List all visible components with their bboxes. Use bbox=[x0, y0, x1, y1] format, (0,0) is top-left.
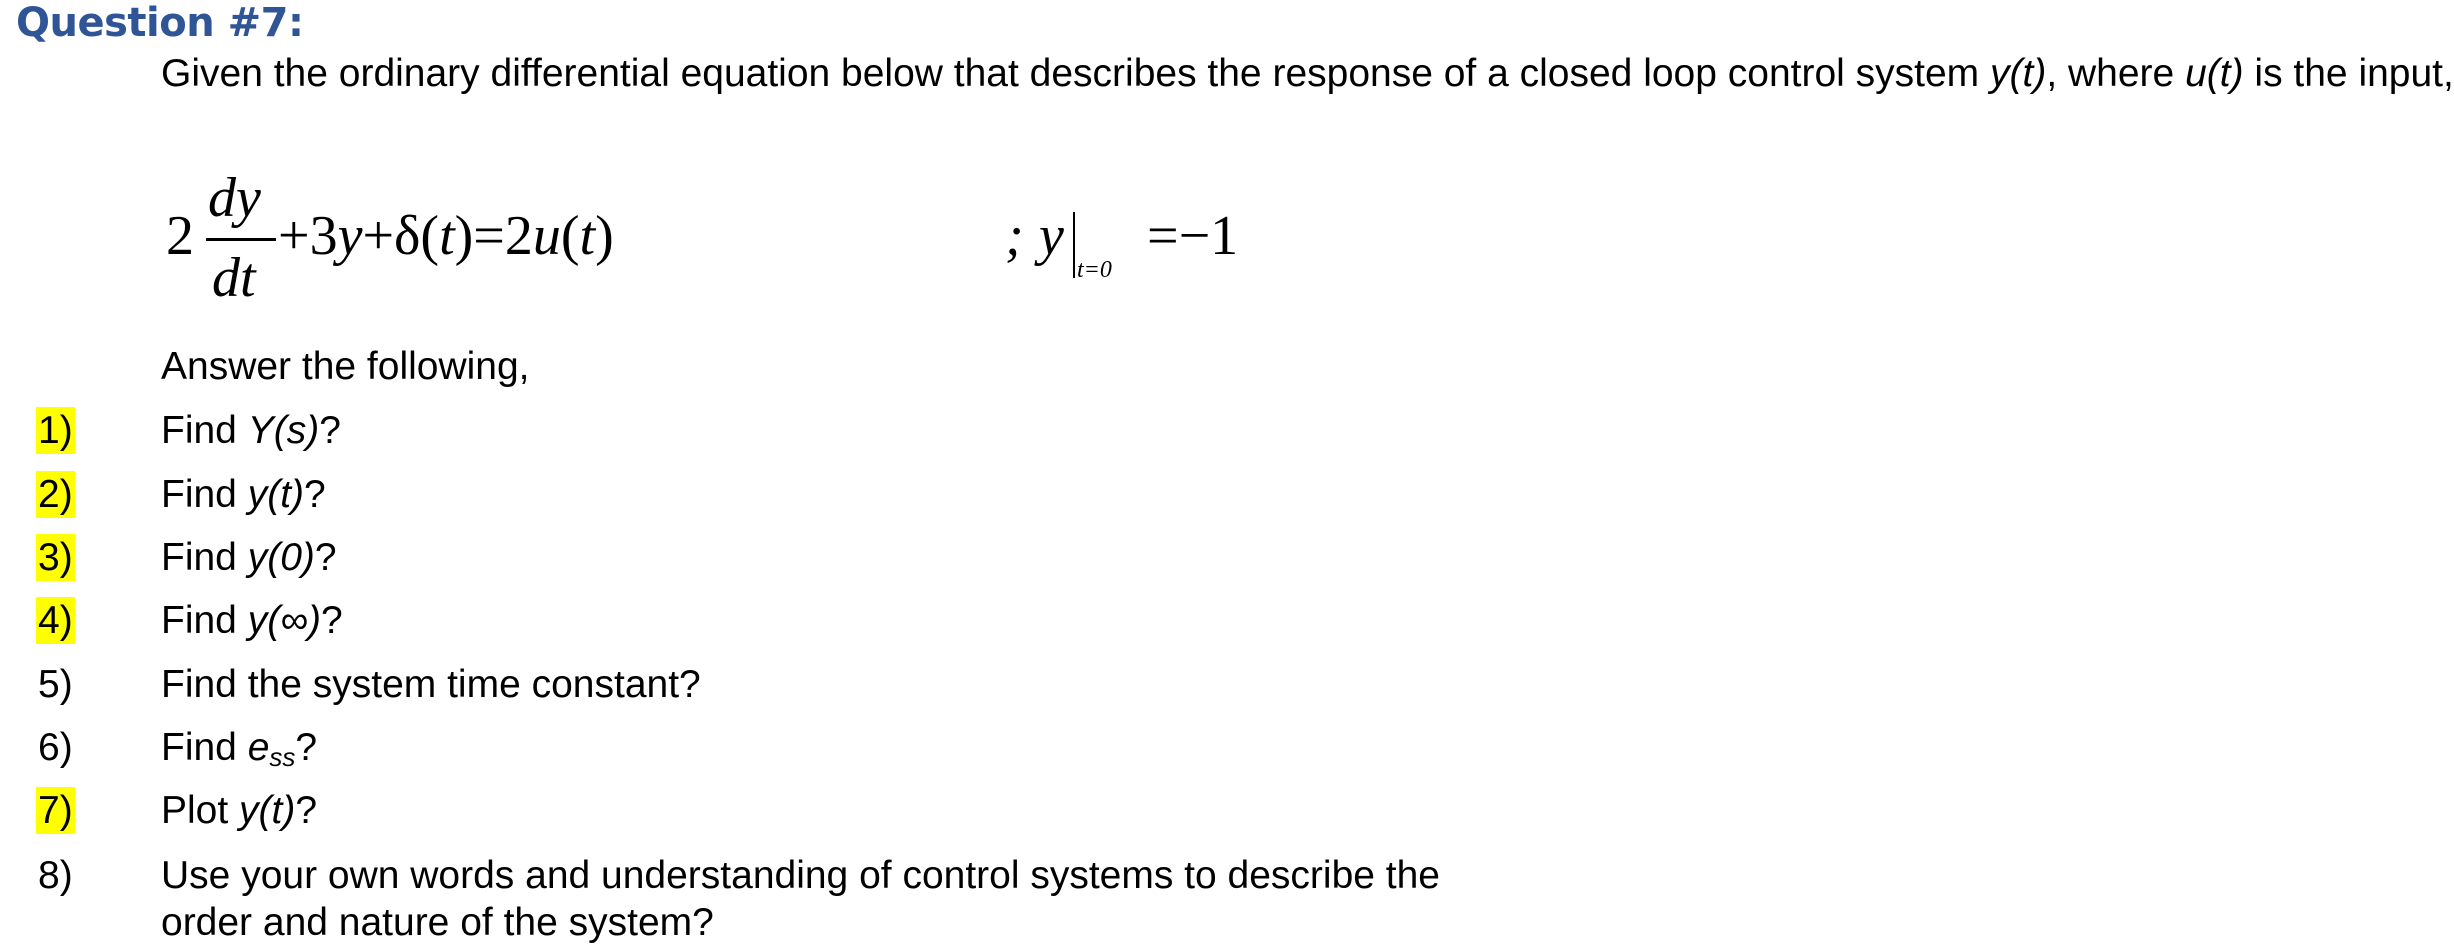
item-pre: Find bbox=[161, 536, 248, 579]
item-ital: y(t) bbox=[247, 473, 305, 516]
item-text bbox=[161, 597, 343, 644]
equation-coefficient: 2 bbox=[166, 205, 194, 267]
eq-paren-close: ) bbox=[595, 205, 614, 267]
list-item bbox=[0, 661, 1556, 721]
intro-u-t: u(t) bbox=[2185, 52, 2244, 95]
initial-condition bbox=[1005, 200, 1265, 300]
eq-paren-open: ( bbox=[560, 205, 580, 267]
item-text: Find the system time constant? bbox=[161, 663, 701, 706]
item-post: ? bbox=[314, 536, 337, 579]
item-number: 4) bbox=[38, 599, 73, 642]
item-number: 7) bbox=[38, 789, 73, 832]
init-y: y bbox=[1039, 205, 1064, 267]
eq-u: u bbox=[532, 205, 561, 267]
intro-text-2: , where bbox=[2046, 52, 2186, 95]
init-value: =−1 bbox=[1147, 205, 1239, 267]
init-semicolon: ; bbox=[1005, 205, 1024, 267]
equation-remainder bbox=[278, 206, 614, 266]
eq-equals-2: )=2 bbox=[454, 205, 533, 267]
evaluation-bar bbox=[1073, 212, 1075, 278]
item-subscript: ss bbox=[269, 742, 296, 772]
item-ital: Y(s) bbox=[247, 409, 320, 452]
fraction-bar bbox=[206, 238, 276, 241]
item-pre: Find bbox=[161, 473, 248, 516]
list-item bbox=[0, 724, 1556, 784]
item-pre: Plot bbox=[161, 789, 240, 832]
eq-y: y bbox=[337, 205, 363, 267]
eq-delta-open: +δ( bbox=[362, 205, 440, 267]
item-pre: Find bbox=[161, 726, 248, 769]
item-pre: Find bbox=[161, 599, 248, 642]
item-post: ? bbox=[304, 473, 326, 516]
item-number: 6) bbox=[38, 726, 73, 769]
item-text: Use your own words and understanding of control systems to describe the order and nature of the system? bbox=[161, 854, 1441, 944]
item-ital: y(0) bbox=[247, 536, 315, 579]
item-text bbox=[161, 787, 317, 834]
item-text bbox=[161, 724, 317, 781]
list-item bbox=[0, 597, 1556, 657]
list-item bbox=[0, 534, 1556, 594]
item-post: ? bbox=[319, 409, 341, 452]
item-ital: y(t) bbox=[239, 789, 296, 832]
item-post: ? bbox=[295, 726, 318, 769]
eq-t2: t bbox=[579, 205, 596, 267]
item-number: 2) bbox=[38, 473, 73, 516]
item-number: 8) bbox=[38, 854, 73, 897]
item-ital: y(∞) bbox=[247, 599, 321, 642]
item-post: ? bbox=[320, 599, 343, 642]
init-subscript: t=0 bbox=[1077, 257, 1112, 283]
item-text bbox=[161, 407, 341, 454]
intro-text-3: is the input, bbox=[2243, 52, 2454, 95]
intro-y-t: y(t) bbox=[1990, 52, 2047, 95]
derivative-numerator: dy bbox=[208, 167, 261, 229]
item-text bbox=[161, 534, 337, 581]
item-post: ? bbox=[295, 789, 318, 832]
item-number: 3) bbox=[38, 536, 73, 579]
question-heading: Question #7: bbox=[16, 0, 304, 46]
eq-t1: t bbox=[439, 205, 455, 267]
answer-lead: Answer the following, bbox=[161, 345, 530, 388]
item-number: 1) bbox=[38, 409, 73, 452]
intro-text-1: Given the ordinary differential equation below that describes the response of a closed loop control system bbox=[161, 52, 1991, 95]
intro-paragraph bbox=[161, 50, 2454, 97]
list-item bbox=[0, 471, 1556, 531]
list-item bbox=[0, 407, 1556, 467]
item-text bbox=[161, 471, 326, 518]
list-item bbox=[0, 852, 1556, 946]
item-ital: e bbox=[247, 726, 270, 769]
derivative-denominator: dt bbox=[212, 247, 256, 309]
list-item bbox=[0, 787, 1556, 847]
eq-plus-3: +3 bbox=[278, 205, 338, 267]
item-number: 5) bbox=[38, 663, 73, 706]
item-pre: Find bbox=[161, 409, 248, 452]
